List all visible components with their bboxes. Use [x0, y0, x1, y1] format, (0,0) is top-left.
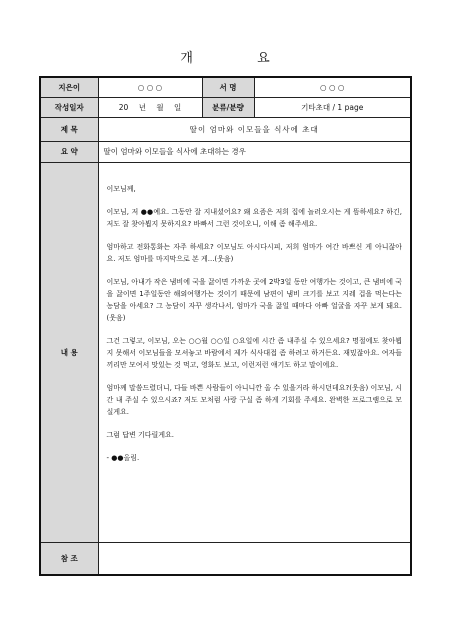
- summary-value: 딸이 엄마와 이모들을 식사에 초대하는 경우: [98, 141, 411, 162]
- summary-label: 요 약: [40, 141, 98, 162]
- content-paragraph: 이모님, 아내가 작은 냄비에 국을 끓이면 가까운 곳에 2박3일 동안 여행가는 것이고, 큰 냄비에 국을 끓이면 1주일동안 해외여행가는 것이기 때문에 남편이 냄비 크기를 보고 지레 겁을 먹는다는 농담을 아세요? 그 농담이 자꾸 생각나서, 엄마가 국을 끓일 때마다 아빠 얼굴을 자꾸 보게 돼요.(웃음): [106, 277, 402, 322]
- author-label: 지은이: [40, 77, 98, 97]
- signature-line: - ●●올림.: [106, 453, 140, 462]
- content-label: 내 용: [40, 162, 98, 542]
- category-label: 분류/분량: [202, 97, 254, 117]
- reference-value: [98, 542, 411, 575]
- date-label: 작성일자: [40, 97, 98, 117]
- author-value: ○ ○ ○: [98, 77, 202, 97]
- recipient-label: 서 명: [202, 77, 254, 97]
- closing-line: 그럼 답변 기다릴게요.: [106, 430, 175, 439]
- document-title: 개 요: [180, 51, 300, 66]
- date-value: 20 년 월 일: [98, 97, 202, 117]
- content-paragraph: 그건 그렇고, 이모님, 오는 ○○월 ○○일 ○요일에 시간 좀 내주실 수 있으세요? 명절에도 찾아뵙지 못해서 이모님들을 모셔놓고 바람에서 제가 식사대접 좀 하려고 하거든요. 재밌잖아요. 여자들끼리만 모여서 맛있는 것 먹고, 영화도 보고, 이런저런 얘기도 하고 말이에요.: [106, 336, 402, 369]
- content-paragraph: 엄마께 말씀드렸더니, 다들 바쁜 사람들이 아니니깐 올 수 있을거라 하시던데요?(웃음) 이모님, 시간 내 주실 수 있으시죠? 저도 모처럼 사랑 구실 좀 하게 기회를 주세요. 완벽한 프로그램으로 모실게요.: [106, 383, 402, 416]
- content-paragraph: 엄마하고 전화통화는 자주 하세요? 이모님도 아시다시피, 저희 엄마가 여간 바쁘신 게 아니잖아요. 저도 엄마를 마지막으로 본 게...(웃음): [106, 242, 402, 263]
- content-body: [98, 162, 411, 542]
- recipient-value: ○ ○ ○: [254, 77, 411, 97]
- greeting: 이모님께,: [106, 184, 136, 193]
- category-value: 기타초대 / 1 page: [254, 97, 411, 117]
- summary-form-table: [39, 76, 412, 576]
- reference-label: 참 조: [40, 542, 98, 575]
- subject-value: 딸이 엄마와 이모들을 식사에 초대: [98, 117, 411, 141]
- subject-label: 제 목: [40, 117, 98, 141]
- content-paragraph: 이모님, 저 ●●예요. 그동안 잘 지내셨어요? 왜 요즘은 저희 집에 놀러오시는 게 뜸하세요? 하긴, 저도 잘 찾아뵙지 못하지요? 바빠서 그런 것이오니, 이해 좀 해주세요.: [106, 207, 402, 228]
